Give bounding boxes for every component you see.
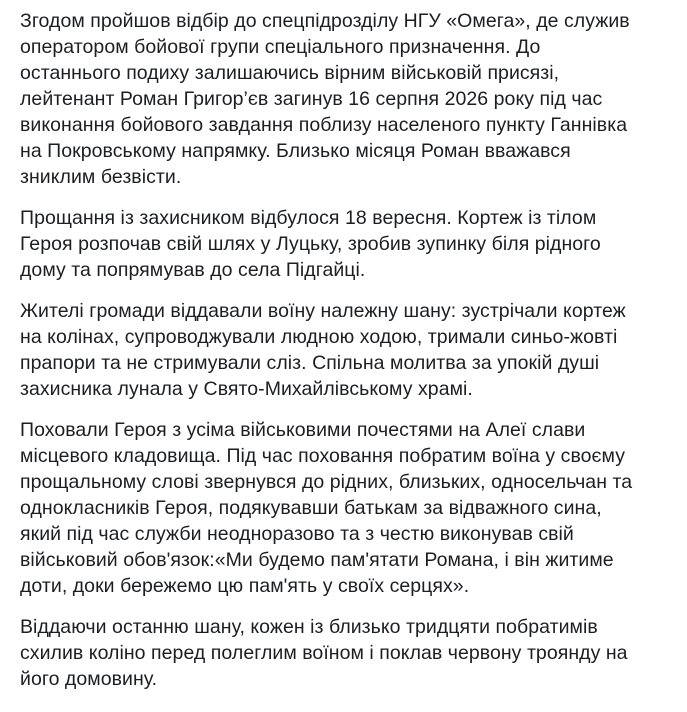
post-paragraph: Прощання із захисником відбулося 18 вересня. Кортеж із тілом Героя розпочав свій шлях у Луцьку, зробив зупинку біля рідного дому та попрямував до села Підгайці. bbox=[20, 207, 601, 281]
post-body bbox=[20, 8, 680, 692]
post-paragraph: Жителі громади віддавали воїну належну шану: зустрічали кортеж на колінах, супроводжували людною ходою, тримали синьо-жовті прапори та не стримували сліз. Спільна молитва за упокій душі захисника лунала у Свято-Михайлівському храмі. bbox=[20, 300, 626, 400]
post-paragraph: Поховали Героя з усіма військовими почестями на Алеї слави місцевого кладовища. Під час поховання побратим воїна у своєму прощальному слові звернувся до рідних, близьких, односельчан та однокласників Героя, подякувавши батькам за відважного сина, який під час служби неодноразово та з честю виконував свій військовий обов'язок:«Ми будемо пам'ятати Романа, і він житиме доти, доки бережемо цю пам'ять у своїх серцях». bbox=[20, 419, 633, 597]
post-paragraph: Віддаючи останню шану, кожен із близько тридцяти побратимів схилив коліно перед полеглим воїном і поклав червону троянду на його домовину. bbox=[20, 616, 628, 690]
post-paragraph: Згодом пройшов відбір до спецпідрозділу НГУ «Омега», де служив оператором бойової групи спеціального призначення. До останнього подиху залишаючись вірним військовій присязі, лейтенант Роман Григор’єв загинув 16 серпня 2026 року під час виконання бойового завдання поблизу населеного пункту Ганнівка на Покровському напрямку. Близько місяця Роман вважався зниклим безвісти. bbox=[20, 10, 630, 188]
